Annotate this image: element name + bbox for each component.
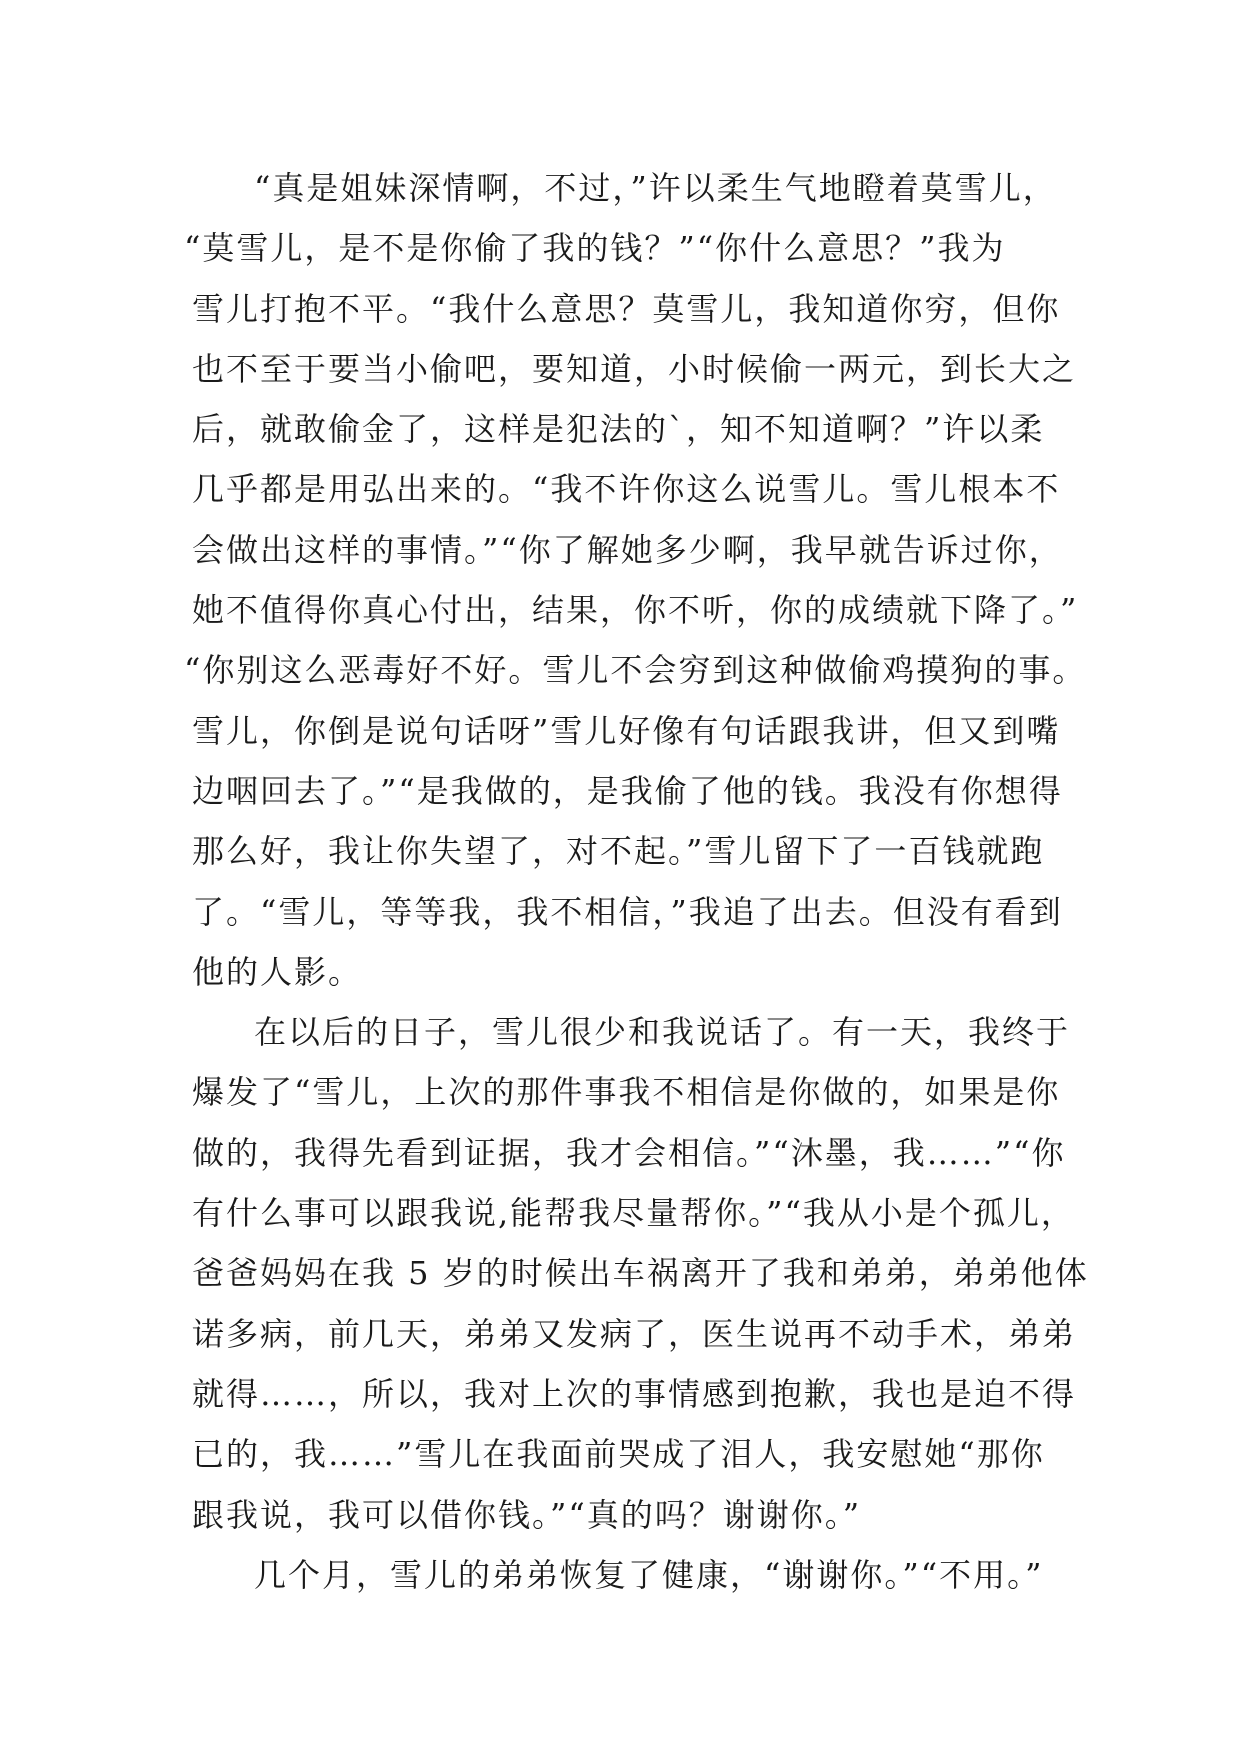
text-line: 他的人影。: [192, 952, 363, 991]
body-text: [184, 158, 1092, 1605]
text-line: 做的，我得先看到证据，我才会相信。”“沐墨，我……”“你: [192, 1133, 1066, 1172]
text-line: 雪儿，你倒是说句话呀”雪儿好像有句话跟我讲，但又到嘴: [192, 711, 1061, 750]
text-line: 她不值得你真心付出，结果，你不听，你的成绩就下降了。”: [192, 591, 1079, 630]
text-line: 跟我说，我可以借你钱。”“真的吗？谢谢你。”: [192, 1495, 862, 1534]
text-line: 后，就敢偷金了，这样是犯法的`，知不知道啊？”许以柔: [192, 410, 1045, 449]
text-line: 会做出这样的事情。”“你了解她多少啊，我早就告诉过你，: [192, 530, 1063, 569]
text-line: “你别这么恶毒好不好。雪儿不会穷到这种做偷鸡摸狗的事。: [184, 651, 1087, 690]
text-line: 爸爸妈妈在我 5 岁的时候出车祸离开了我和弟弟，弟弟他体: [192, 1254, 1089, 1293]
text-line: 了。“雪儿，等等我，我不相信，”我追了出去。但没有看到: [192, 892, 1063, 931]
text-line: 边咽回去了。”“是我做的，是我偷了他的钱。我没有你想得: [192, 771, 1063, 810]
text-line: 那么好，我让你失望了，对不起。”雪儿留下了一百钱就跑: [192, 832, 1045, 871]
text-line: 就得……，所以，我对上次的事情感到抱歉，我也是迫不得: [192, 1374, 1077, 1413]
text-line: 雪儿打抱不平。“我什么意思？莫雪儿，我知道你穷，但你: [192, 289, 1061, 328]
text-line: “真是姐妹深情啊，不过，”许以柔生气地瞪着莫雪儿，: [254, 169, 1057, 207]
text-line: 诺多病，前几天，弟弟又发病了，医生说再不动手术，弟弟: [192, 1314, 1077, 1353]
text-line: 几乎都是用弘出来的。“我不许你这么说雪儿。雪儿根本不: [192, 470, 1061, 509]
text-line: 几个月，雪儿的弟弟恢复了健康，“谢谢你。”“不用。”: [254, 1555, 1044, 1594]
text-line: “莫雪儿，是不是你偷了我的钱？”“你什么意思？”我为: [184, 229, 1006, 268]
text-line: 在以后的日子，雪儿很少和我说话了。有一天，我终于: [254, 1013, 1071, 1052]
text-line: 爆发了“雪儿，上次的那件事我不相信是你做的，如果是你: [192, 1073, 1061, 1112]
text-line: 已的，我……”雪儿在我面前哭成了泪人，我安慰她“那你: [192, 1435, 1045, 1474]
text-line: 也不至于要当小偷吧，要知道，小时候偷一两元，到长大之: [192, 349, 1077, 388]
text-line: 有什么事可以跟我说,能帮我尽量帮你。”“我从小是个孤儿，: [192, 1194, 1075, 1233]
